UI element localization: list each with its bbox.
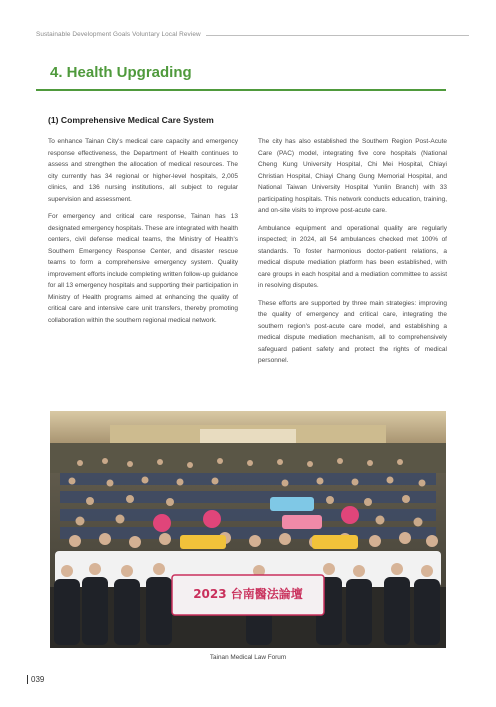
- right-paragraph-1: The city has also established the Southern Region Post-Acute Care (PAC) model, integrating five core hospitals (National Cheng Kung University Hospital, Chi Mei Hospital, Chiayi Christian Hospital, Chiayi Chang Gung Memorial Hospital, and National Taiwan University Hospital Yunlin Branch) with 33 participating hospitals. This network conducts education, training, and on-site visits to improve post-acute care.: [258, 138, 447, 214]
- page-number: 039: [27, 675, 44, 684]
- header-divider: [206, 35, 469, 36]
- right-text-column: [258, 136, 447, 373]
- left-paragraph-1: To enhance Tainan City's medical care capacity and emergency response effectiveness, the Department of Health continues to assess and strengthen the allocation of medical resources. The city currently has 34 regional or higher-level hospitals, 2,005 clinics, and 136 nursing institutions, all subject to regular supervision and assessment.: [48, 138, 238, 203]
- right-paragraph-2: Ambulance equipment and operational quality are regularly inspected; in 2024, all 54 ambulances checked met 100% of standards. To foster harmonious doctor-patient relations, a medical dispute mediation platform has been established, with care groups in each hospital and a mediation committee to assist in resolving disputes.: [258, 224, 447, 289]
- right-paragraph-3: These efforts are supported by three main strategies: improving the quality of emergency and critical care, integrating the southern region's post-acute care model, and establishing a medical dispute mediation mechanism, all to comprehensively safeguard patient safety and protect the rights of medical personnel.: [258, 299, 447, 364]
- photo-caption: Tainan Medical Law Forum: [209, 654, 287, 661]
- left-text-column: [48, 136, 238, 332]
- section-title-underline: [36, 89, 446, 91]
- forum-group-photo: [50, 411, 446, 648]
- left-paragraph-2: For emergency and critical care response, Tainan has 13 designated emergency hospitals. These are integrated with health centers, civil defense medical teams, the Ministry of Health's Southern Emergency Response Center, and disaster rescue teams to form a comprehensive emergency system. Quality improvement efforts include completing written follow-up guidance for all 13 emergency hospitals and supporting their participation in Ministry of Health programs aimed at enhancing the quality of critical care and intensive care unit transfers, thereby promoting collaboration within the southern regional medical network.: [48, 213, 238, 324]
- subsection-title: (1) Comprehensive Medical Care System: [48, 115, 214, 125]
- running-header: Sustainable Development Goals Voluntary Local Review: [36, 31, 201, 38]
- forum-banner-text: 2023 台南醫法論壇: [193, 587, 303, 601]
- section-title: 4. Health Upgrading: [50, 64, 192, 81]
